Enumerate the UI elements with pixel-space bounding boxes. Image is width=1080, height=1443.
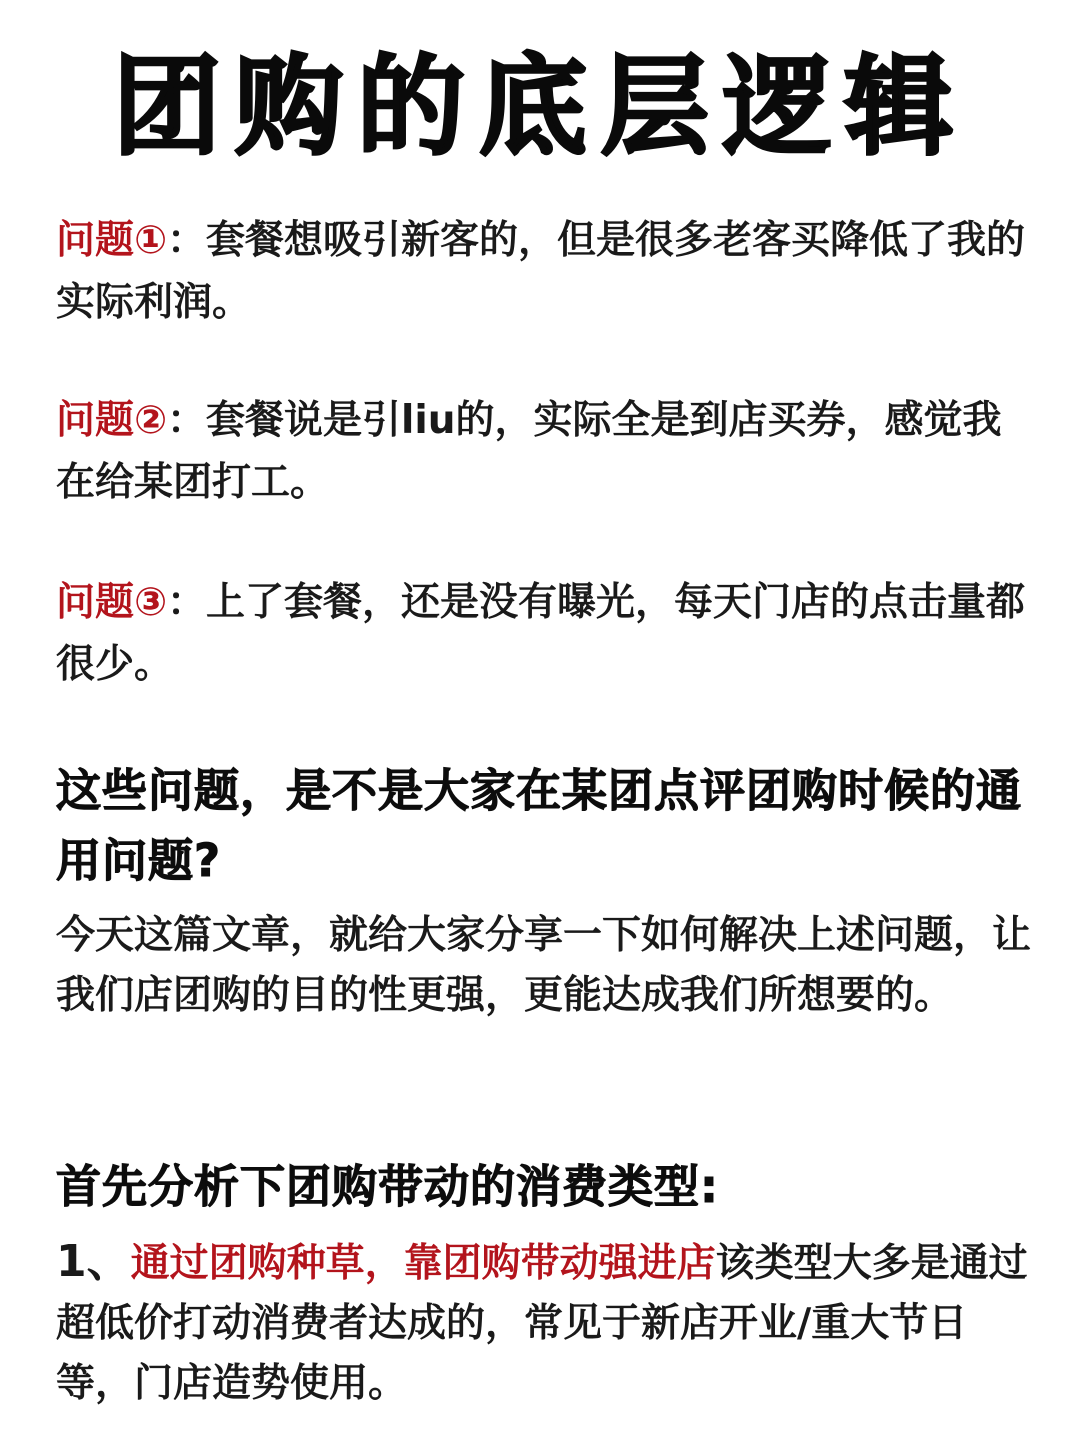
item-highlight: 通过团购种草，靠团购带动强进店 <box>130 1241 716 1286</box>
question-text: ：上了套餐，还是没有曝光，每天门店的点击量都很少。 <box>56 580 1026 687</box>
item-number: 1、 <box>56 1236 131 1287</box>
summary-text: 今天这篇文章，就给大家分享一下如何解决上述问题，让我们店团购的目的性更强，更能达成我们所想要的。 <box>56 913 1032 1018</box>
summary-heading: 这些问题，是不是大家在某团点评团购时候的通用问题? <box>56 764 1023 887</box>
question-label: 问题② <box>56 398 168 443</box>
question-label: 问题① <box>56 218 168 263</box>
question-2 <box>56 390 1036 514</box>
analysis-heading: 首先分析下团购带动的消费类型: <box>56 1160 719 1213</box>
question-text: ：套餐想吸引新客的，但是很多老客买降低了我的实际利润。 <box>56 218 1026 325</box>
question-label: 问题③ <box>56 580 168 625</box>
question-1 <box>56 210 1036 334</box>
question-3 <box>56 572 1036 696</box>
analysis-item-1 <box>56 1232 1036 1414</box>
item-text: 该类型大多是通过超低价打动消费者达成的，常见于新店开业/重大节日等，门店造势使用。 <box>56 1241 1028 1406</box>
page-title: 团购的底层逻辑 <box>112 45 967 170</box>
question-text: ：套餐说是引liu的，实际全是到店买券，感觉我在给某团打工。 <box>56 398 1002 505</box>
